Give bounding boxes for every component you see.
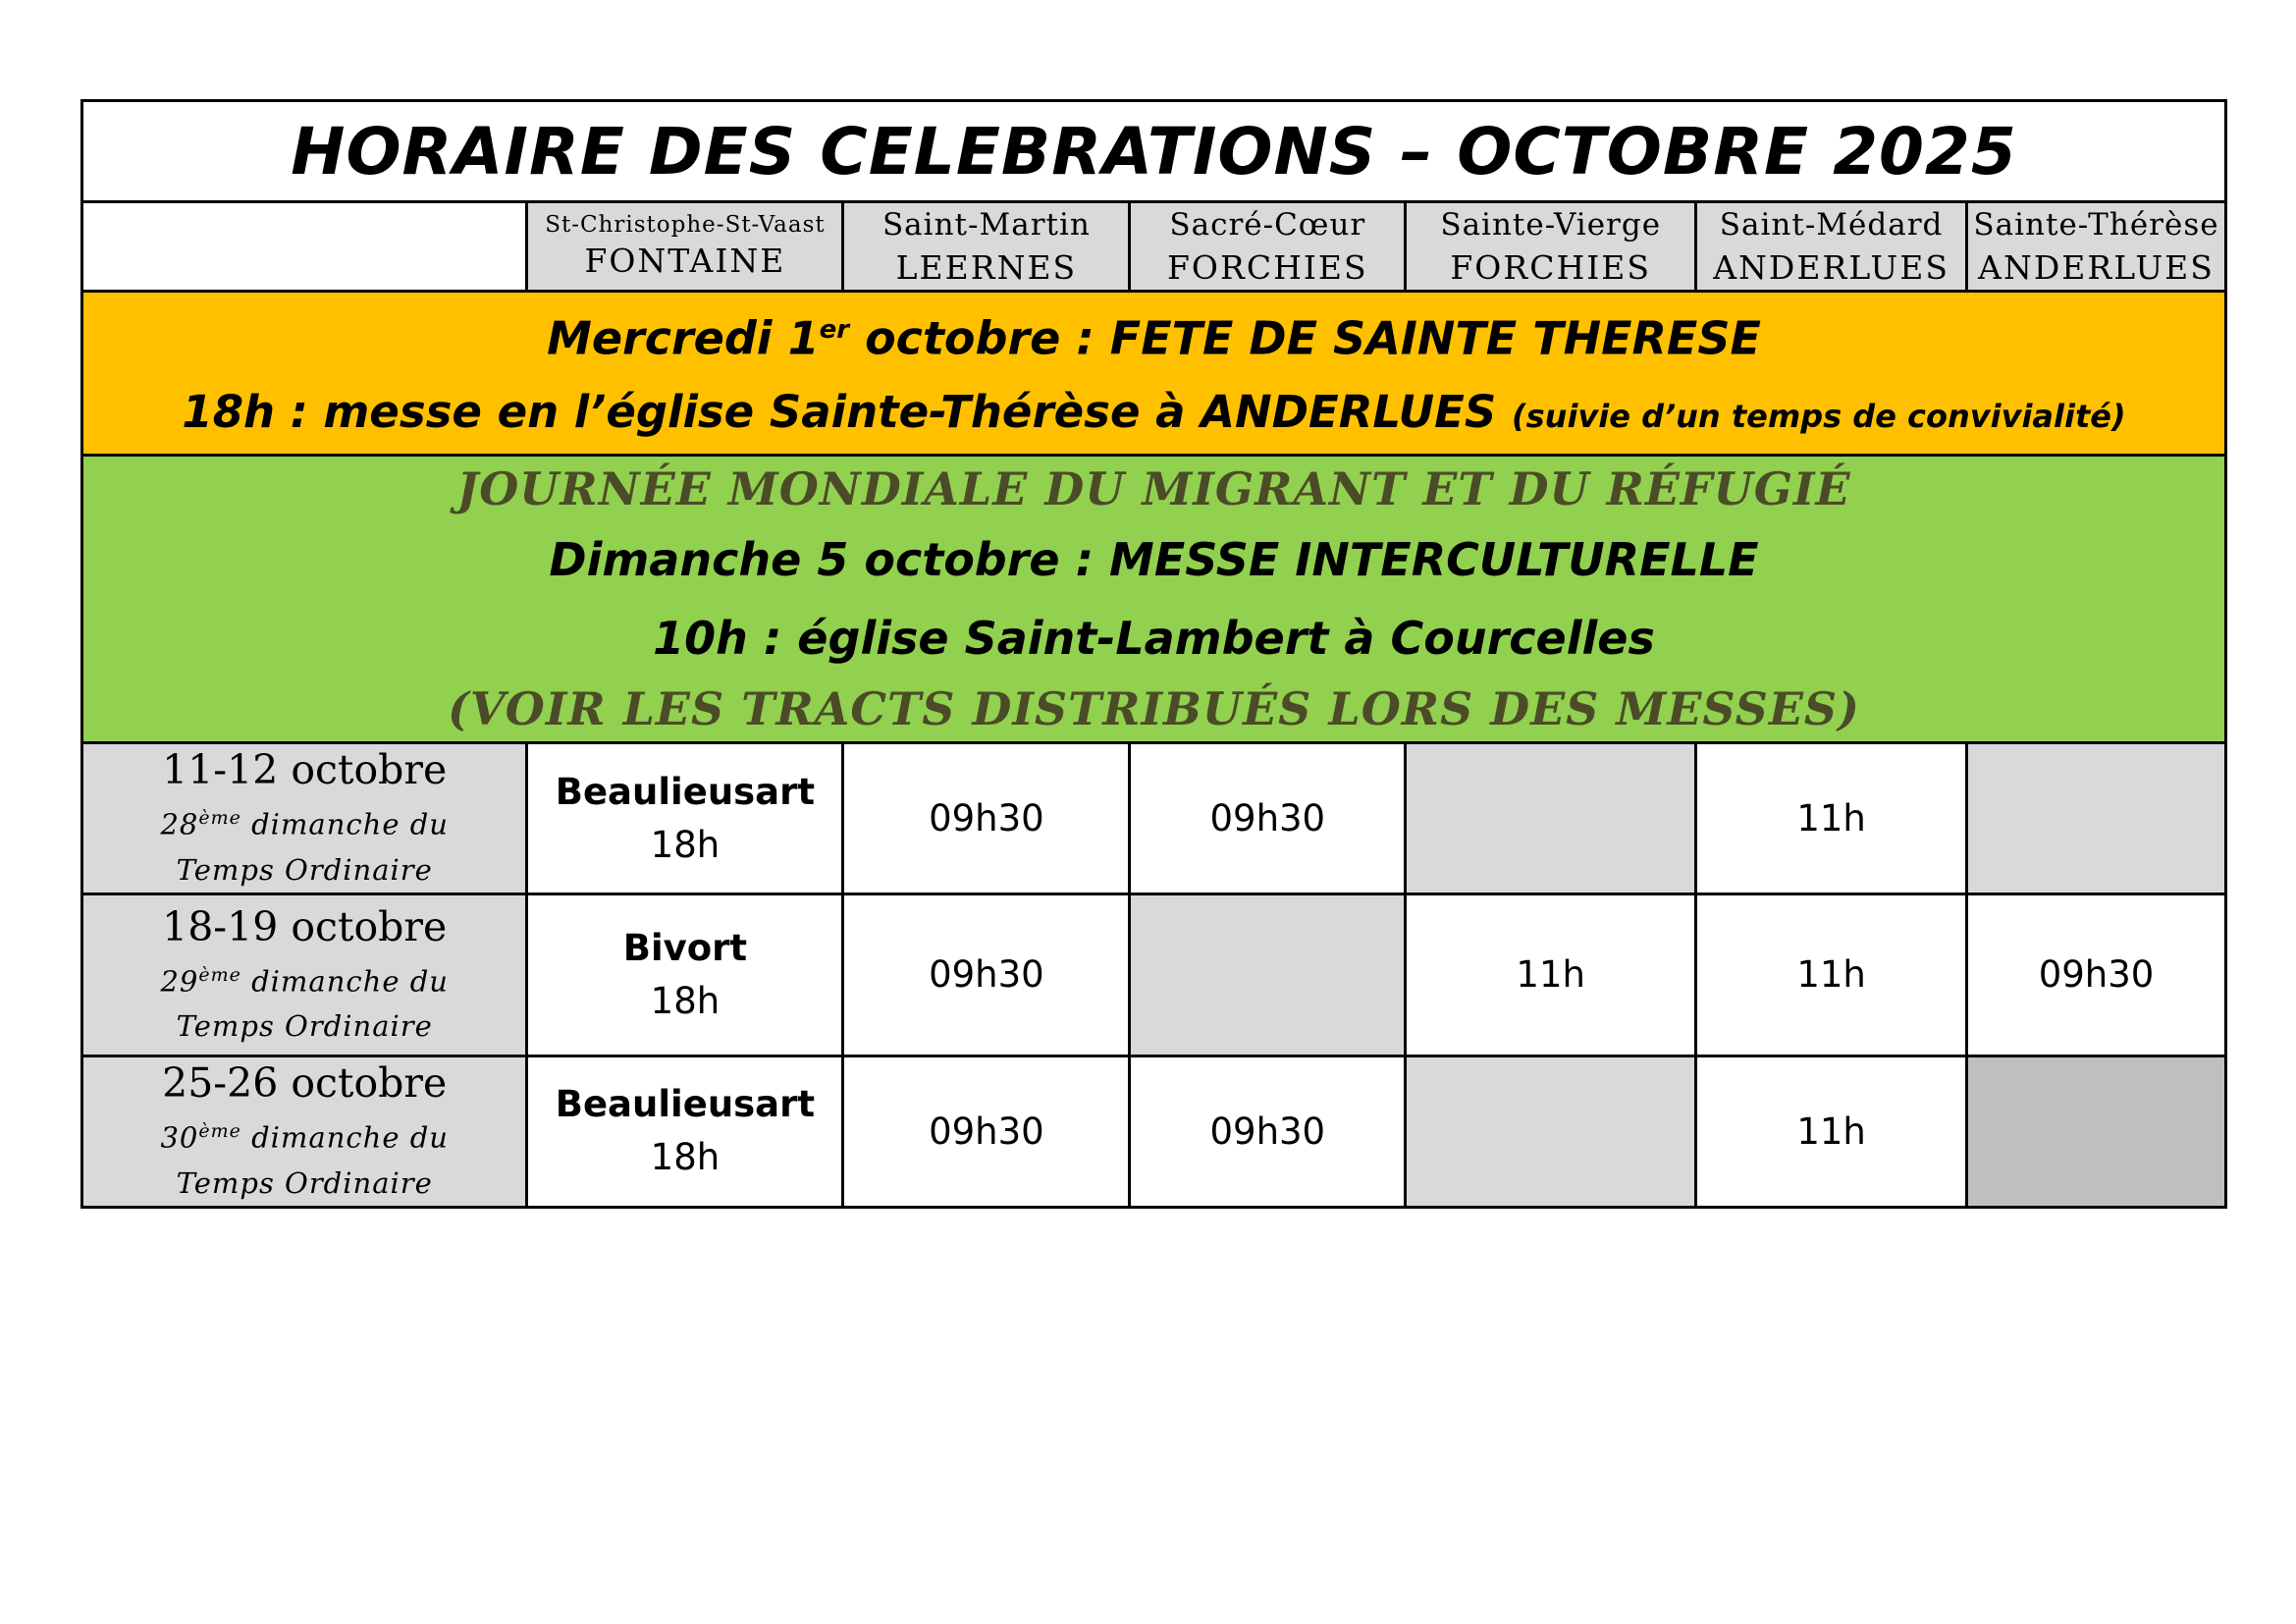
fontaine-cell: Beaulieusart 18h (527, 743, 843, 894)
table-row (82, 1056, 2226, 1207)
sacre-coeur-cell: 09h30 (1130, 1056, 1406, 1207)
schedule-table (80, 99, 2227, 1209)
migrant-day-banner (82, 456, 2226, 743)
church-name: Sainte-Thérèse (1973, 207, 2219, 243)
church-location: FORCHIES (1450, 248, 1651, 287)
leernes-cell: 09h30 (843, 893, 1130, 1056)
saint-medard-cell: 11h (1696, 743, 1967, 894)
sacre-coeur-cell: 09h30 (1130, 743, 1406, 894)
sainte-vierge-cell (1406, 1056, 1696, 1207)
intercultural-mass-place: 10h : église Saint-Lambert à Courcelles (653, 612, 1655, 666)
tracts-note: (VOIR LES TRACTS DISTRIBUÉS LORS DES MESSES) (448, 682, 1860, 736)
header-saint-medard (1696, 202, 1967, 292)
header-leernes (843, 202, 1130, 292)
feast-heading: Mercredi 1er octobre : FETE DE SAINTE THERESE (547, 311, 1761, 365)
table-row (82, 893, 2226, 1056)
church-name: Saint-Martin (881, 207, 1091, 243)
church-location: LEERNES (895, 248, 1078, 287)
sainte-therese-cell (1967, 743, 2226, 894)
church-name: Sacré-Cœur (1169, 207, 1366, 243)
sainte-vierge-cell (1406, 743, 1696, 894)
header-sainte-vierge (1406, 202, 1696, 292)
sainte-vierge-cell: 11h (1406, 893, 1696, 1056)
table-row (82, 743, 2226, 894)
feast-mass-line: 18h : messe en l’église Sainte-Thérèse à ANDERLUES (suivie d’un temps de convivialité) (182, 386, 2126, 439)
saint-medard-cell: 11h (1696, 893, 1967, 1056)
sacre-coeur-cell (1130, 893, 1406, 1056)
header-fontaine (527, 202, 843, 292)
header-empty-cell (82, 202, 527, 292)
intercultural-mass-line: Dimanche 5 octobre : MESSE INTERCULTURELLE (549, 533, 1759, 587)
week-label: 11-12 octobre 28ème dimanche du Temps Ordinaire (82, 743, 527, 894)
church-location: FONTAINE (584, 242, 786, 280)
week-label: 25-26 octobre 30ème dimanche du Temps Ordinaire (82, 1056, 527, 1207)
header-sainte-therese (1967, 202, 2226, 292)
sainte-therese-cell (1967, 1056, 2226, 1207)
church-name: St-Christophe-St-Vaast (545, 212, 826, 238)
sainte-therese-cell: 09h30 (1967, 893, 2226, 1056)
week-label: 18-19 octobre 29ème dimanche du Temps Ordinaire (82, 893, 527, 1056)
page-title: HORAIRE DES CELEBRATIONS – OCTOBRE 2025 (82, 101, 2226, 202)
header-sacre-coeur (1130, 202, 1406, 292)
leernes-cell: 09h30 (843, 743, 1130, 894)
feast-aside: (suivie d’un temps de convivialité) (1511, 398, 2126, 436)
church-location: ANDERLUES (1713, 248, 1949, 287)
saint-medard-cell: 11h (1696, 1056, 1967, 1207)
fontaine-cell: Beaulieusart 18h (527, 1056, 843, 1207)
church-name: Saint-Médard (1719, 207, 1944, 243)
migrant-day-heading: JOURNÉE MONDIALE DU MIGRANT ET DU RÉFUGIÉ (456, 462, 1851, 516)
leernes-cell: 09h30 (843, 1056, 1130, 1207)
church-header-row (82, 202, 2226, 292)
fontaine-cell: Bivort 18h (527, 893, 843, 1056)
church-name: Sainte-Vierge (1440, 207, 1662, 243)
feast-banner (82, 292, 2226, 456)
church-location: ANDERLUES (1978, 248, 2215, 287)
church-location: FORCHIES (1167, 248, 1368, 287)
